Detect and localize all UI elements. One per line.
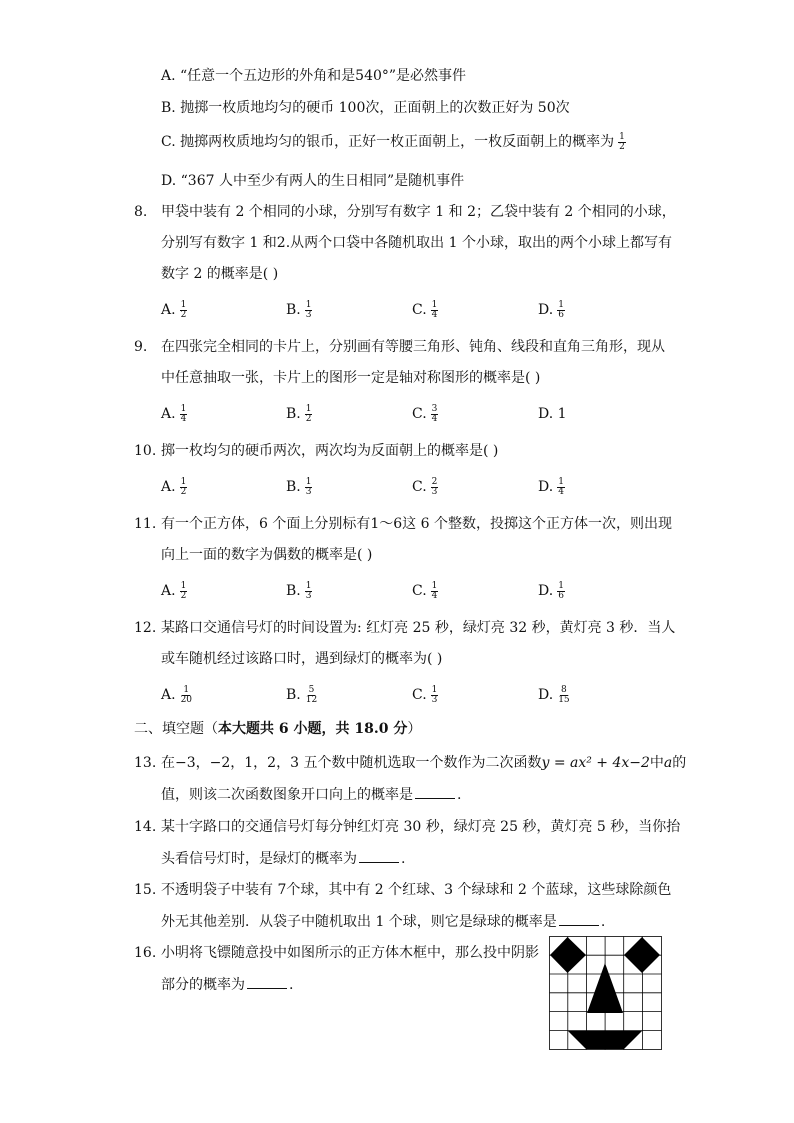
- q7-option-c-fraction: [618, 133, 626, 152]
- option-fraction: [431, 405, 439, 424]
- q11-number: 11.: [134, 516, 157, 532]
- q12-option-c: [412, 685, 438, 705]
- option-label: A.: [161, 479, 176, 495]
- option-label: B.: [286, 479, 301, 495]
- q15-period: .: [600, 914, 606, 930]
- q11-option-d: [538, 581, 565, 601]
- q13-text-d: 值，则该二次函数图象开口向上的概率是: [161, 787, 413, 803]
- fraction-denominator: 3: [305, 590, 312, 601]
- section-detail: 本大题共 6 小题，共 18.0 分: [218, 721, 408, 737]
- answer-blank[interactable]: [247, 974, 287, 989]
- q12-option-a: [161, 685, 193, 705]
- q11-option-c: [412, 581, 438, 601]
- fraction-numerator: 1: [180, 580, 187, 591]
- fraction-numerator: 1: [305, 580, 312, 591]
- q14-line-2: [161, 848, 405, 869]
- q13-number: 13.: [134, 755, 157, 771]
- q7-option-c-text: C. 抛掷两枚质地均匀的银币，正好一枚正面朝上，一枚反面朝上的概率为: [161, 134, 615, 150]
- q16-text: 部分的概率为: [161, 977, 245, 993]
- q11-line-2: 向上一面的数字为偶数的概率是( ): [161, 547, 373, 563]
- q7-option-b: B. 抛掷一枚质地均匀的硬币 100次，正面朝上的次数正好为 50次: [161, 100, 570, 116]
- q14-number: 14.: [134, 819, 157, 835]
- q13-line-2: [161, 784, 461, 805]
- fraction-numerator: 1: [305, 403, 312, 414]
- q12-line-2: 或车随机经过该路口时，遇到绿灯的概率为( ): [161, 651, 443, 667]
- q9-number: 9.: [134, 339, 148, 355]
- section-suffix: ）: [407, 721, 422, 737]
- fraction-denominator: 3: [305, 486, 312, 497]
- option-label: D.: [538, 687, 554, 703]
- q13-text-c: 的: [672, 755, 687, 771]
- option-fraction: [431, 686, 439, 705]
- q9-option-a: [161, 404, 187, 424]
- q8-line-1: 甲袋中装有 2 个相同的小球，分别写有数字 1 和 2；乙袋中装有 2 个相同的小球，: [161, 204, 676, 220]
- option-fraction: [180, 686, 193, 705]
- option-label: D.: [538, 406, 554, 422]
- q11-option-a: [161, 581, 187, 601]
- option-label: A.: [161, 406, 176, 422]
- fraction-numerator: 5: [308, 684, 315, 695]
- fraction-denominator: 15: [558, 694, 570, 705]
- option-fraction: [180, 405, 188, 424]
- option-label: C.: [412, 302, 427, 318]
- q15-line-2: [161, 911, 605, 932]
- q16-line-1: 小明将飞镖随意投中如图所示的正方体木框中，那么投中阴影: [161, 945, 539, 961]
- fraction-numerator: 1: [180, 476, 187, 487]
- fraction-numerator: 1: [305, 299, 312, 310]
- option-value: 1: [557, 406, 567, 422]
- option-fraction: [557, 582, 565, 601]
- answer-blank[interactable]: [559, 911, 599, 926]
- q16-number: 16.: [134, 945, 157, 961]
- q15-line-1: 不透明袋子中装有 7个球，其中有 2 个红球、3 个绿球和 2 个蓝球，这些球除颜色: [161, 882, 672, 898]
- fraction-denominator: 20: [180, 694, 193, 705]
- q10-option-d: [538, 477, 565, 497]
- option-label: A.: [161, 583, 176, 599]
- q12-line-1: 某路口交通信号灯的时间设置为: 红灯亮 25 秒，绿灯亮 32 秒，黄灯亮 3 秒．当人: [161, 620, 676, 636]
- q15-number: 15.: [134, 882, 157, 898]
- q12-option-b: [286, 685, 318, 705]
- fraction-denominator: 2: [180, 486, 187, 497]
- fraction-denominator: 12: [305, 694, 318, 705]
- fraction-denominator: 4: [431, 413, 438, 424]
- option-fraction: [305, 405, 313, 424]
- q13-variable: a: [663, 755, 673, 771]
- option-fraction: [305, 582, 313, 601]
- fraction-numerator: 1: [431, 580, 438, 591]
- q14-period: .: [401, 851, 406, 867]
- q8-number: 8.: [134, 204, 148, 220]
- fraction-denominator: 2: [180, 309, 187, 320]
- fraction-denominator: 3: [431, 694, 438, 705]
- fraction-numerator: 1: [619, 131, 625, 142]
- option-fraction: [431, 478, 439, 497]
- option-fraction: [305, 478, 313, 497]
- q13-line-1: [161, 753, 686, 773]
- option-label: C.: [412, 687, 427, 703]
- option-label: A.: [161, 687, 176, 703]
- option-label: D.: [538, 479, 554, 495]
- option-fraction: [305, 301, 313, 320]
- q10-option-b: [286, 477, 312, 497]
- fraction-denominator: 6: [558, 309, 564, 320]
- option-label: C.: [412, 583, 427, 599]
- fraction-denominator: 2: [619, 141, 625, 152]
- q14-line-1: 某十字路口的交通信号灯每分钟红灯亮 30 秒，绿灯亮 25 秒，黄灯亮 5 秒，当你抬: [161, 819, 681, 835]
- q9-option-b: [286, 404, 312, 424]
- fraction-numerator: 3: [431, 403, 438, 414]
- option-fraction: [180, 478, 188, 497]
- q8-option-d: [538, 300, 565, 320]
- fraction-numerator: 1: [180, 403, 187, 414]
- q13-text-a: 在−3，−2，1，2，3 五个数中随机选取一个数作为二次函数: [161, 755, 542, 771]
- q16-period: .: [289, 977, 294, 993]
- option-fraction: [431, 582, 439, 601]
- q8-option-b: [286, 300, 312, 320]
- fraction-numerator: 2: [431, 476, 438, 487]
- fraction-denominator: 4: [431, 309, 438, 320]
- option-label: C.: [412, 406, 427, 422]
- q8-line-3: 数字 2 的概率是( ): [161, 266, 279, 282]
- q15-text: 外无其他差别．从袋子中随机取出 1 个球，则它是绿球的概率是: [161, 914, 557, 930]
- option-label: B.: [286, 583, 301, 599]
- fraction-denominator: 4: [558, 486, 564, 497]
- q11-option-b: [286, 581, 312, 601]
- fraction-numerator: 8: [561, 684, 567, 695]
- fraction-denominator: 4: [431, 590, 438, 601]
- option-label: B.: [286, 302, 301, 318]
- section-header-fill-blank: [134, 719, 421, 739]
- q7-option-c: [161, 132, 626, 152]
- q8-line-2: 分别写有数字 1 和2.从两个口袋中各随机取出 1 个小球，取出的两个小球上都写有: [161, 235, 672, 251]
- q10-option-a: [161, 477, 187, 497]
- q14-text: 头看信号灯时，是绿灯的概率为: [161, 851, 357, 867]
- q12-option-d: [538, 685, 571, 705]
- fraction-numerator: 1: [431, 684, 438, 695]
- q10-line-1: 掷一枚均匀的硬币两次，两次均为反面朝上的概率是( ): [161, 443, 499, 459]
- option-label: C.: [412, 479, 427, 495]
- q9-line-2: 中任意抽取一张，卡片上的图形一定是轴对称图形的概率是( ): [161, 370, 541, 386]
- q8-option-a: [161, 300, 187, 320]
- fraction-numerator: 1: [305, 476, 312, 487]
- option-label: D.: [538, 302, 554, 318]
- option-label: A.: [161, 302, 176, 318]
- fraction-denominator: 3: [431, 486, 438, 497]
- q13-period: .: [457, 787, 462, 803]
- section-prefix: 二、填空题（: [134, 721, 218, 737]
- q8-option-c: [412, 300, 438, 320]
- q16-line-2: [161, 974, 293, 995]
- fraction-numerator: 1: [183, 684, 190, 695]
- option-fraction: [557, 686, 570, 705]
- option-fraction: [557, 301, 565, 320]
- option-label: D.: [538, 583, 554, 599]
- fraction-numerator: 1: [558, 476, 564, 487]
- q9-option-c: [412, 404, 438, 424]
- option-fraction: [305, 686, 318, 705]
- option-fraction: [180, 582, 188, 601]
- fraction-denominator: 4: [180, 413, 187, 424]
- q9-option-d: [538, 404, 567, 424]
- fraction-denominator: 2: [305, 413, 312, 424]
- fraction-numerator: 1: [180, 299, 187, 310]
- q10-option-c: [412, 477, 438, 497]
- answer-blank[interactable]: [359, 848, 399, 863]
- option-fraction: [557, 478, 565, 497]
- fraction-denominator: 6: [558, 590, 564, 601]
- fraction-numerator: 1: [431, 299, 438, 310]
- fraction-numerator: 1: [558, 580, 564, 591]
- q10-number: 10.: [134, 443, 157, 459]
- fraction-denominator: 2: [180, 590, 187, 601]
- answer-blank[interactable]: [415, 784, 455, 799]
- option-fraction: [431, 301, 439, 320]
- q7-option-d: D. “367 人中至少有两人的生日相同”是随机事件: [161, 173, 465, 189]
- option-fraction: [180, 301, 188, 320]
- fraction-numerator: 1: [558, 299, 564, 310]
- fraction-denominator: 3: [305, 309, 312, 320]
- q13-function: y = ax² + 4x−2: [541, 755, 650, 771]
- dartboard-grid-figure: [549, 936, 662, 1050]
- q9-line-1: 在四张完全相同的卡片上，分别画有等腰三角形、钝角、线段和直角三角形，现从: [161, 339, 665, 355]
- q7-option-a: A. “任意一个五边形的外角和是540°”是必然事件: [161, 68, 467, 84]
- q12-number: 12.: [134, 620, 157, 636]
- q11-line-1: 有一个正方体，6 个面上分别标有1～6这 6 个整数，投掷这个正方体一次，则出现: [161, 516, 672, 532]
- q13-text-b: 中: [649, 755, 664, 771]
- option-label: B.: [286, 687, 301, 703]
- option-label: B.: [286, 406, 301, 422]
